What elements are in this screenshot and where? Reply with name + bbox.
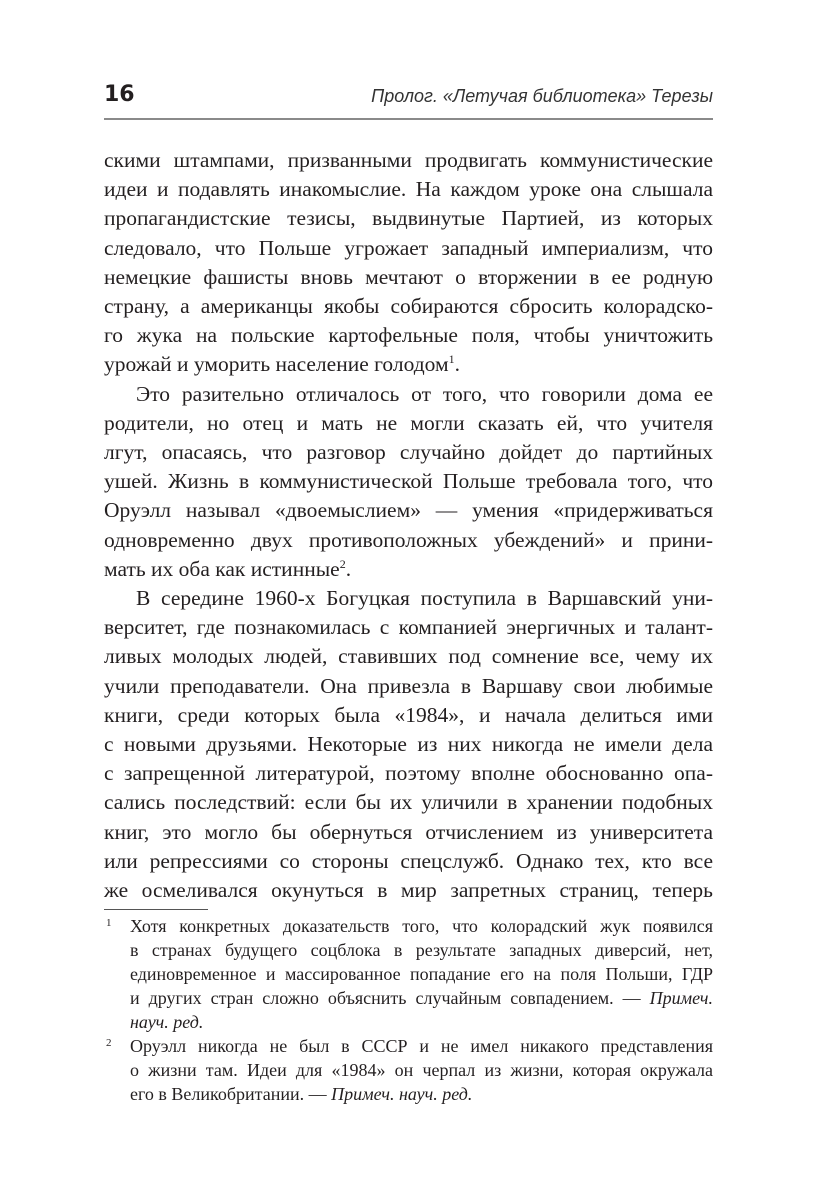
footnote-ref: 2 [339, 556, 346, 571]
line-text: с запрещенной литературой, поэтому вполне обоснованно опа- [104, 761, 713, 786]
line-text: го жука на польские картофельные поля, чтобы уничтожить [104, 323, 713, 348]
line-text: ливых молодых людей, ставивших под сомнение все, чему их [104, 644, 713, 669]
line-text: о жизни там. Идеи для «1984» он черпал из жизни, которая окружала [130, 1060, 713, 1080]
text-line [104, 642, 713, 671]
line-text: единовременное и массированное попадание его на поля Польши, ГДР [130, 964, 713, 984]
line-text: книг, это могло бы обернуться отчислением из университета [104, 819, 713, 844]
footnote-ref: 1 [448, 352, 455, 367]
text-line [104, 730, 713, 759]
line-text: родители, но отец и мать не могли сказать ей, что учителя [104, 410, 713, 435]
body-text [104, 146, 713, 905]
footnote-line [130, 1058, 713, 1082]
text-line [104, 555, 713, 584]
text-line [104, 321, 713, 350]
paragraph [104, 584, 713, 905]
line-text: с новыми друзьями. Некоторые из них никогда не имели дела [104, 732, 713, 757]
footnote-line [130, 1034, 713, 1058]
line-text: же осмеливался окунуться в мир запретных страниц, теперь [104, 878, 713, 903]
footnote-line [130, 938, 713, 962]
line-text: Хотя конкретных доказательств того, что колорадский жук появился [130, 916, 713, 936]
text-line [104, 526, 713, 555]
text-line [104, 847, 713, 876]
paragraph [104, 380, 713, 584]
text-line [104, 701, 713, 730]
text-line [104, 263, 713, 292]
line-text: пропагандистские тезисы, выдвинутые Партией, из которых [104, 206, 713, 231]
text-line [104, 818, 713, 847]
footnote-line [130, 1082, 713, 1106]
text-line [104, 204, 713, 233]
running-title: Пролог. «Летучая библиотека» Терезы [371, 86, 713, 106]
line-text: идеи и подавлять инакомыслие. На каждом уроке она слышала [104, 177, 713, 202]
line-text: верситет, где познакомилась с компанией энергичных и талант- [104, 615, 713, 640]
text-line [104, 672, 713, 701]
editor-note: науч. ред. [130, 1012, 204, 1032]
text-line [104, 350, 713, 379]
text-line [104, 409, 713, 438]
page-number: 16 [104, 82, 135, 107]
line-text: или репрессиями со стороны спецслужб. Однако тех, кто все [104, 848, 713, 873]
text-line [104, 292, 713, 321]
text-line [104, 584, 713, 613]
line-text: . [345, 556, 352, 581]
line-text: следовало, что Польше угрожает западный империализм, что [104, 235, 713, 260]
text-line [104, 759, 713, 788]
footnote-number: 1 [106, 917, 112, 929]
line-text: немецкие фашисты вновь мечтают о вторжении в ее родную [104, 264, 713, 289]
line-text: урожай и уморить население голодом [104, 352, 449, 377]
footnote-number: 2 [106, 1037, 112, 1049]
text-line [104, 613, 713, 642]
footnote-line [130, 962, 713, 986]
editor-note: Примеч. [649, 988, 713, 1008]
text-line [104, 438, 713, 467]
line-text: учили преподаватели. Она привезла в Варшаву свои любимые [104, 673, 713, 698]
text-line [104, 496, 713, 525]
line-text: сались последствий: если бы их уличили в хранении подобных [104, 790, 713, 815]
paragraph [104, 146, 713, 380]
footnote [104, 1034, 713, 1106]
line-text: скими штампами, призванными продвигать коммунистические [104, 148, 713, 172]
line-text: мать их оба как истинные [104, 556, 340, 581]
line-text: одновременно двух противоположных убеждений» и прини- [104, 527, 713, 552]
footnote-line [130, 1010, 713, 1034]
running-header [104, 80, 713, 120]
text-line [104, 876, 713, 905]
footnote [104, 914, 713, 1034]
footnote-line [130, 914, 713, 938]
text-line [104, 467, 713, 496]
line-text: . [454, 352, 460, 377]
line-text: В середине 1960-х Богуцкая поступила в Варшавский уни- [136, 586, 713, 611]
text-line [104, 234, 713, 263]
line-text: Это разительно отличалось от того, что говорили дома ее [136, 381, 713, 406]
line-text: его в Великобритании. — [130, 1084, 332, 1104]
footnotes [104, 914, 713, 1106]
text-line [104, 146, 713, 175]
text-line [104, 175, 713, 204]
text-line [104, 380, 713, 409]
editor-note: Примеч. науч. ред. [331, 1084, 473, 1104]
line-text: в странах будущего соцблока в результате западных диверсий, нет, [130, 940, 713, 960]
line-text: страну, а американцы якобы собираются сбросить колорадско- [104, 294, 713, 319]
line-text: и других стран сложно объяснить случайным совпадением. — [130, 988, 650, 1008]
line-text: Оруэлл никогда не был в СССР и не имел никакого представления [130, 1036, 713, 1056]
line-text: книги, среди которых была «1984», и начала делиться ими [104, 702, 713, 727]
footnote-separator [104, 909, 208, 910]
line-text: ушей. Жизнь в коммунистической Польше требовала того, что [104, 469, 713, 494]
line-text: Оруэлл называл «двоемыслием» — умения «придерживаться [104, 498, 713, 523]
line-text: лгут, опасаясь, что разговор случайно дойдет до партийных [104, 440, 713, 465]
footnote-line [130, 986, 713, 1010]
text-line [104, 788, 713, 817]
